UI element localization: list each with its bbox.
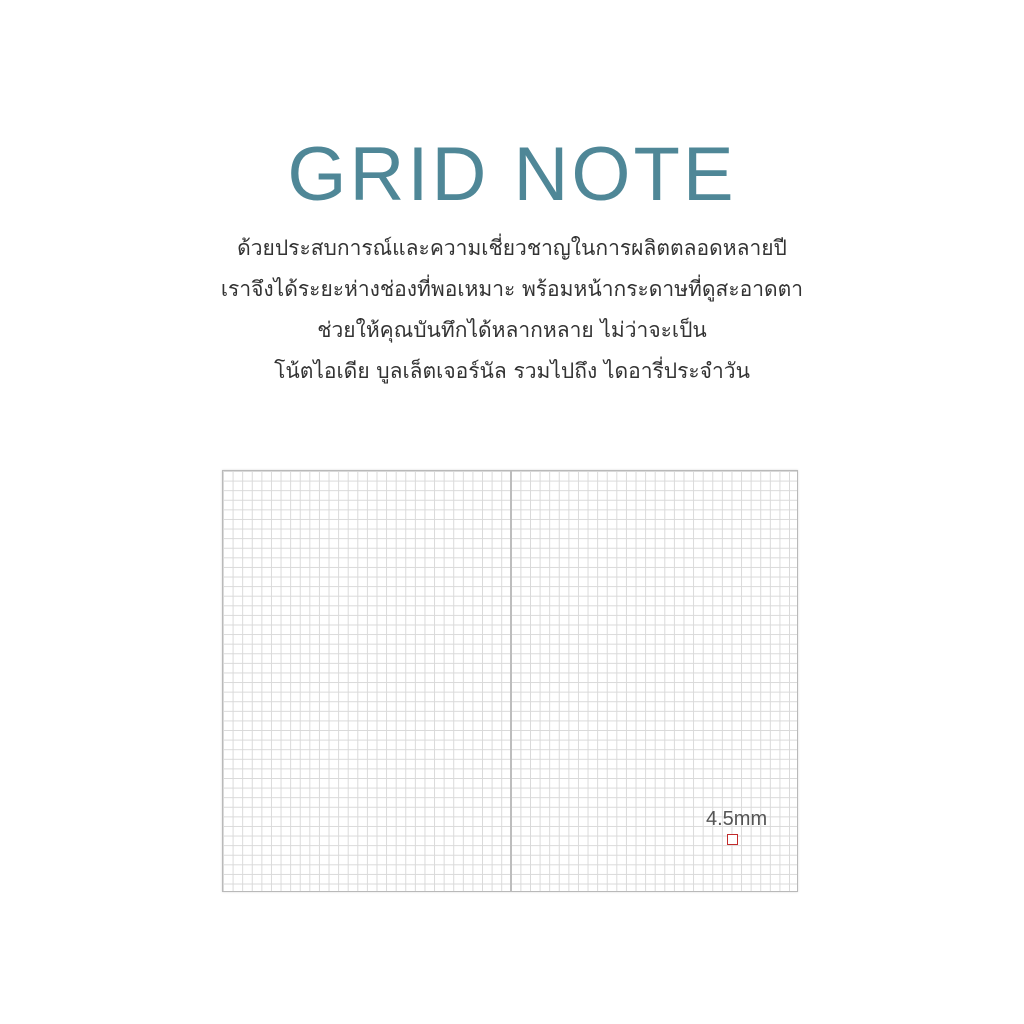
notebook-left-page [223, 471, 510, 891]
description-line: ด้วยประสบการณ์และความเชี่ยวชาญในการผลิตตลอดหลายปี [237, 236, 787, 260]
grid-notebook-illustration [222, 470, 798, 892]
description [0, 228, 1024, 392]
description-line: เราจึงได้ระยะห่างช่องที่พอเหมาะ พร้อมหน้ากระดาษที่ดูสะอาดตา [220, 277, 804, 301]
grid-size-label: 4.5mm [706, 808, 768, 830]
page-title: GRID NOTE [287, 132, 737, 217]
description-line: ช่วยให้คุณบันทึกได้หลากหลาย ไม่ว่าจะเป็น [317, 318, 707, 342]
notebook-spine [510, 471, 512, 891]
grid-size-marker [727, 834, 738, 845]
description-line: โน้ตไอเดีย บูลเล็ตเจอร์นัล รวมไปถึง ไดอารี่ประจำวัน [274, 359, 750, 383]
